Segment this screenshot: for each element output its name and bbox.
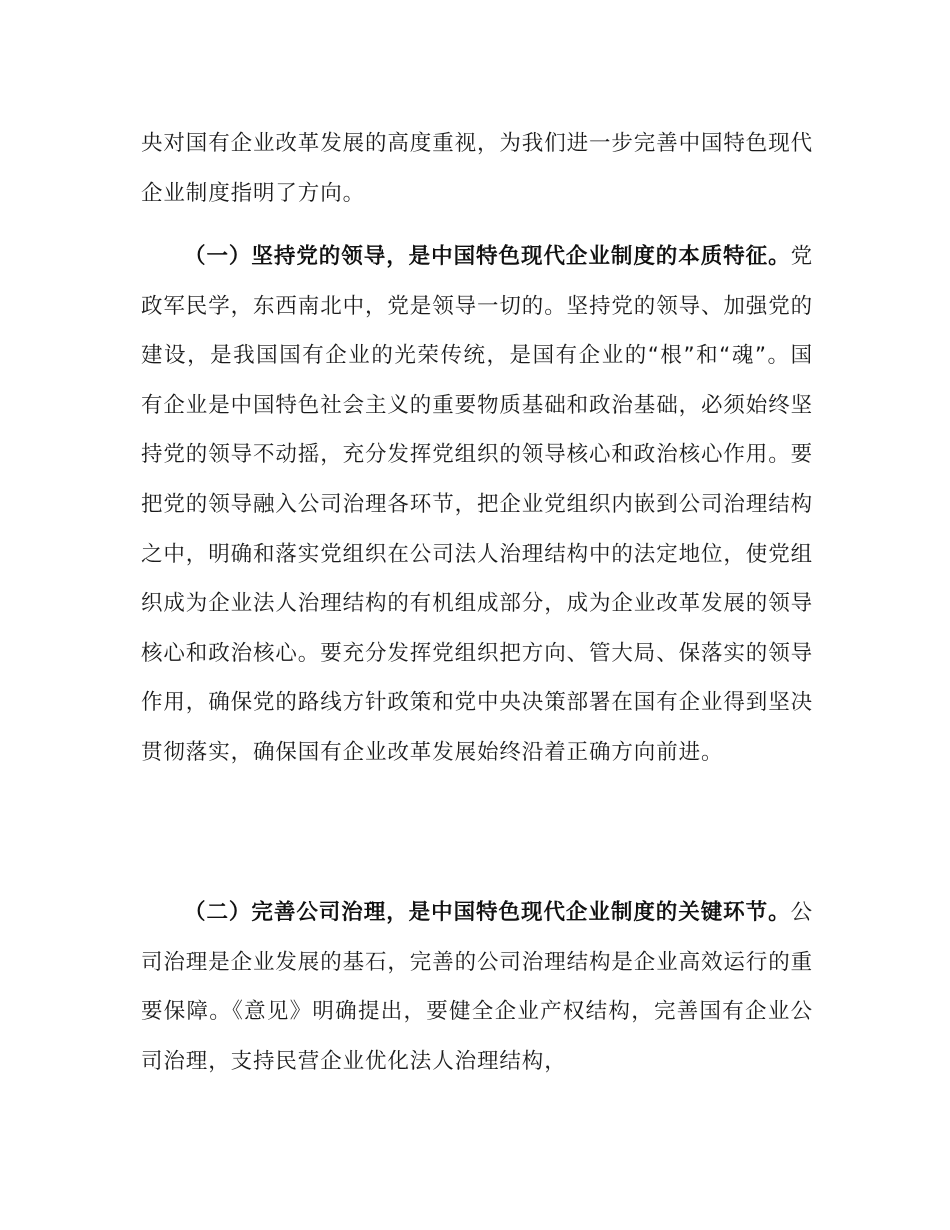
paragraph-continuation	[141, 119, 813, 218]
section-heading: （一）坚持党的领导，是中国特色现代企业制度的本质特征。	[184, 244, 791, 269]
paragraph-text: 央对国有企业改革发展的高度重视，为我们进一步完善中国特色现代企业制度指明了方向。	[141, 131, 814, 206]
paragraph-text	[141, 232, 813, 778]
paragraph-party-leadership	[141, 232, 813, 778]
paragraph-corporate-governance	[141, 888, 813, 1086]
section-body: 公司治理是企业发展的基石，完善的公司治理结构是企业高效运行的重要保障。《意见》明确提出，要健全企业产权结构，完善国有企业公司治理，支持民营企业优化法人治理结构，	[141, 900, 814, 1074]
section-body: 党政军民学，东西南北中，党是领导一切的。坚持党的领导、加强党的建设，是我国国有企业的光荣传统，是国有企业的“根”和“魂”。国有企业是中国特色社会主义的重要物质基础和政治基础，必须始终坚持党的领导不动摇，充分发挥党组织的领导核心和政治核心作用。要把党的领导融入公司治理各环节，把企业党组织内嵌到公司治理结构之中，明确和落实党组织在公司法人治理结构中的法定地位，使党组织成为企业法人治理结构的有机组成部分，成为企业改革发展的领导核心和政治核心。要充分发挥党组织把方向、管大局、保落实的领导作用，确保党的路线方针政策和党中央决策部署在国有企业得到坚决贯彻落实，确保国有企业改革发展始终沿着正确方向前进。	[141, 244, 814, 765]
paragraph-text	[141, 888, 813, 1086]
section-heading: （二）完善公司治理，是中国特色现代企业制度的关键环节。	[184, 900, 791, 925]
